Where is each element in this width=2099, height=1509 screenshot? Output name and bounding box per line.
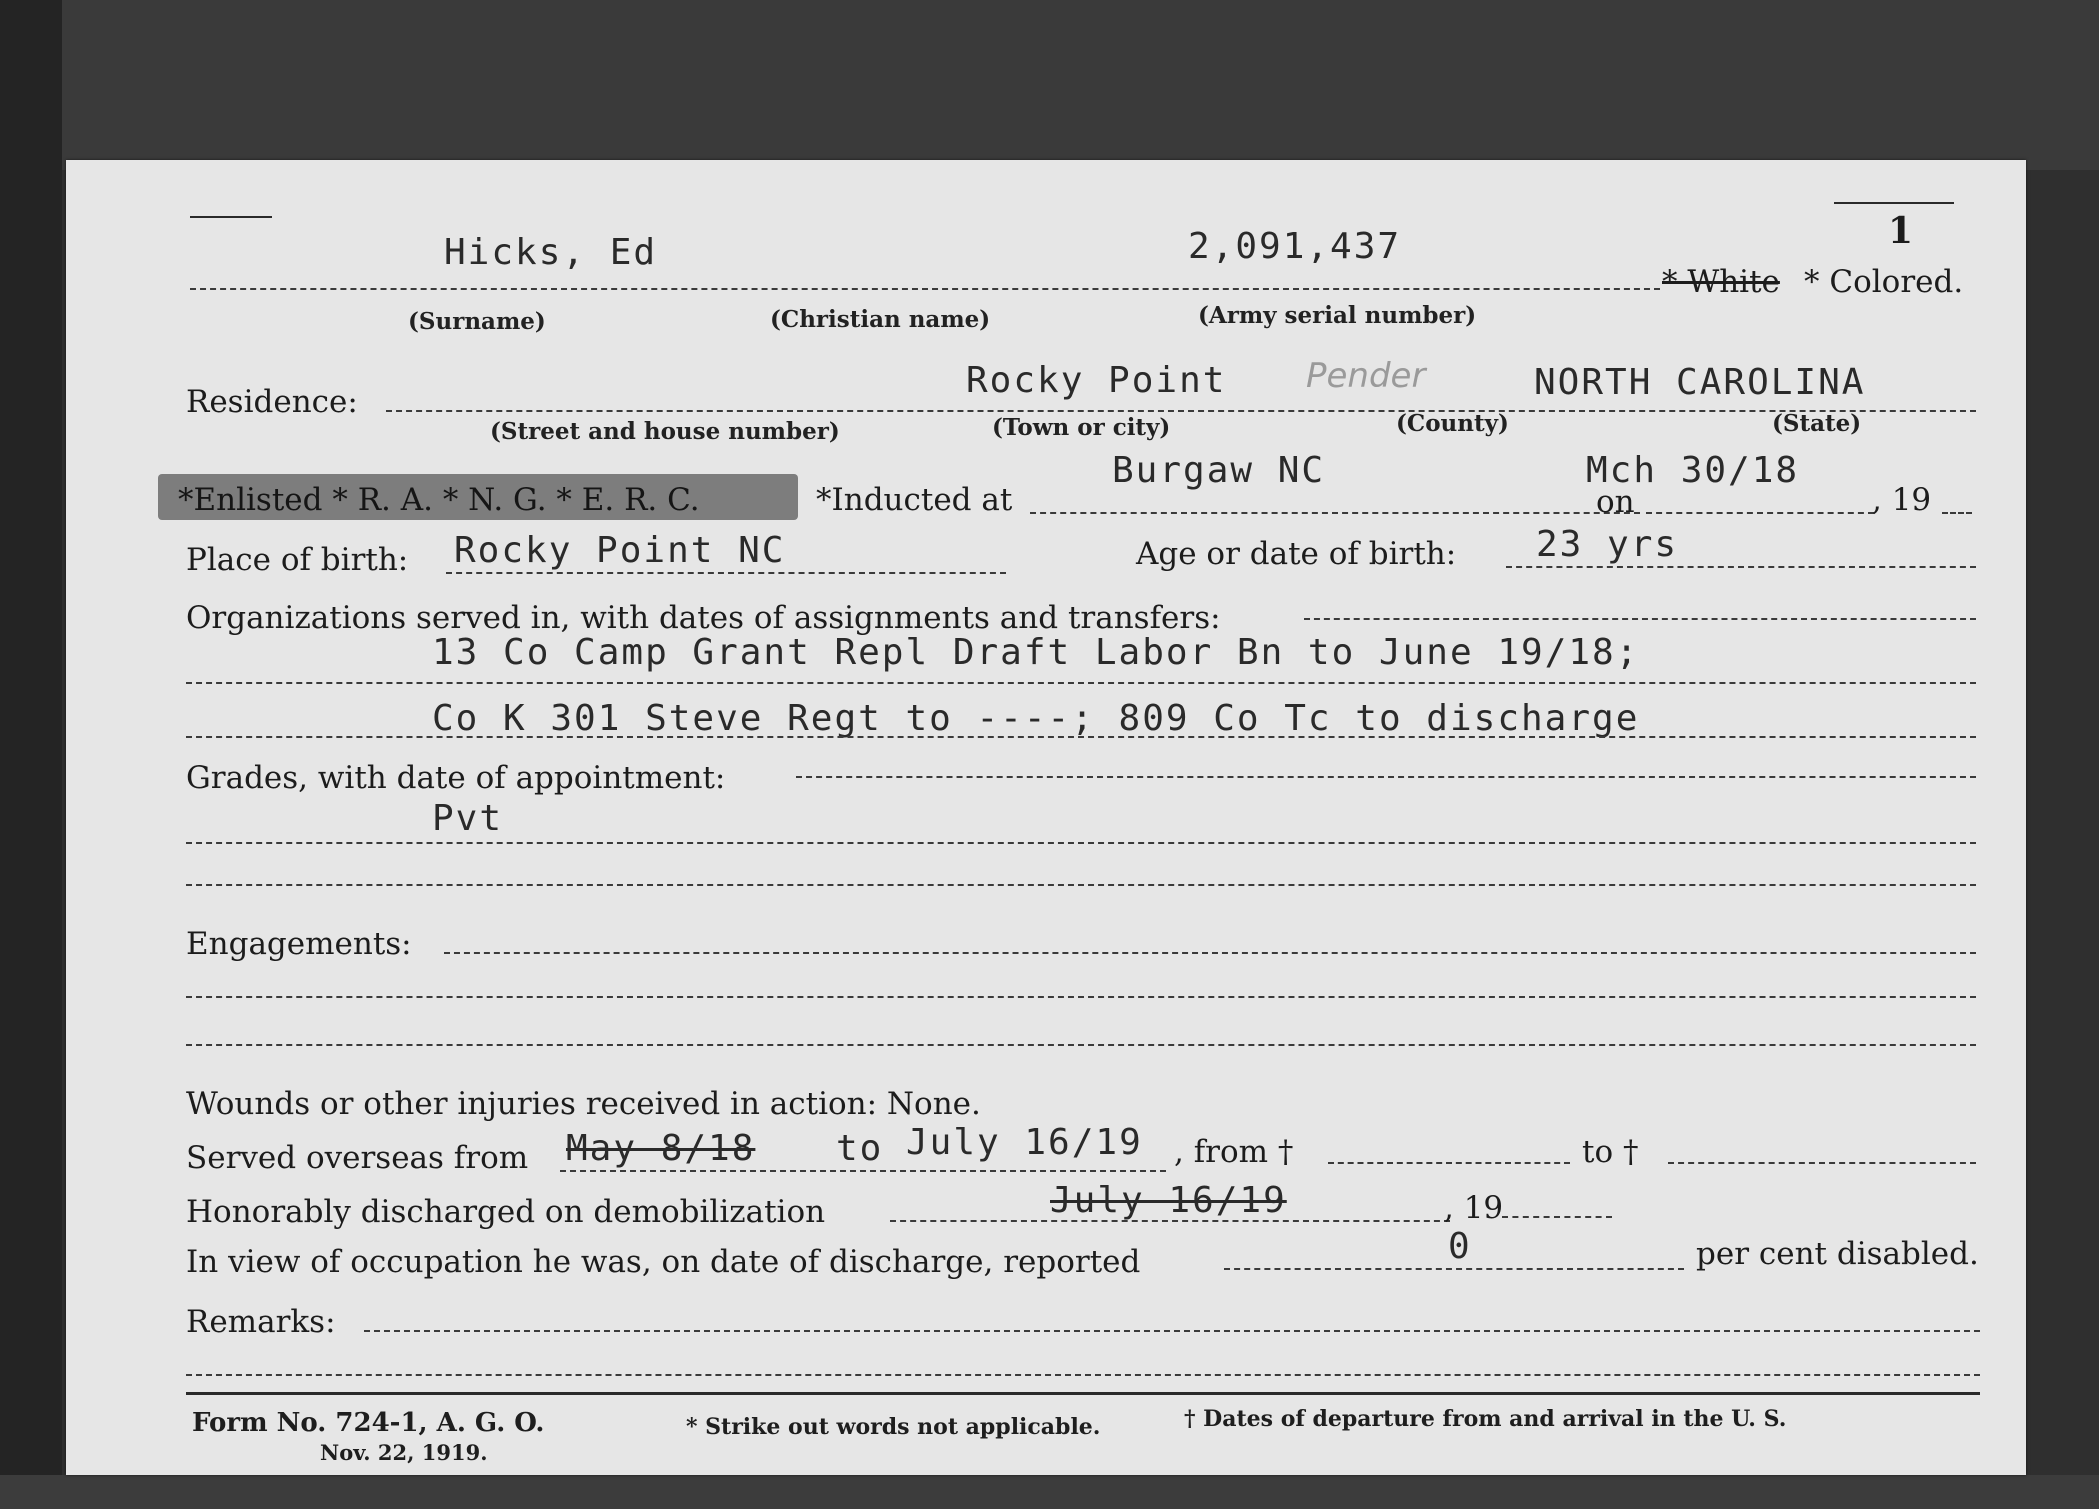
on-label: on xyxy=(1596,484,1635,520)
discharge-year-line xyxy=(1502,1216,1612,1218)
overseas-from-label: , from † xyxy=(1174,1134,1294,1170)
year-line xyxy=(1942,512,1972,514)
surname-caption: (Surname) xyxy=(408,308,546,335)
name-line xyxy=(190,288,1660,290)
scanner-background-top xyxy=(0,0,2099,170)
age-value: 23 yrs xyxy=(1536,524,1679,565)
inducted-date-value: Mch 30/18 xyxy=(1586,450,1800,491)
remarks-label: Remarks: xyxy=(186,1304,336,1340)
birthplace-value: Rocky Point NC xyxy=(454,530,786,571)
disability-line xyxy=(1224,1268,1684,1270)
form-date: Nov. 22, 1919. xyxy=(320,1440,488,1465)
discharge-date-value: July 16/19 xyxy=(1050,1180,1287,1221)
organizations-label: Organizations served in, with dates of assignments and transfers: xyxy=(186,600,1221,636)
residence-label: Residence: xyxy=(186,384,358,420)
enlisted-options: *Enlisted * R. A. * N. G. * E. R. C. xyxy=(178,482,700,518)
organizations-line-1: 13 Co Camp Grant Repl Draft Labor Bn to June 19/18; xyxy=(432,632,1640,673)
county-caption: (County) xyxy=(1396,410,1509,437)
disability-suffix: per cent disabled. xyxy=(1696,1236,1979,1272)
overseas-line xyxy=(560,1170,1166,1172)
disability-label: In view of occupation he was, on date of discharge, reported xyxy=(186,1244,1141,1280)
overseas-from-value: May 8/18 xyxy=(566,1128,756,1169)
engagements-rule-2 xyxy=(186,996,1976,998)
surname-value: Hicks, Ed xyxy=(444,232,658,273)
organizations-line-2: Co K 301 Steve Regt to ----; 809 Co Tc to discharge xyxy=(432,698,1640,739)
serial-number-value: 2,091,437 xyxy=(1188,226,1402,267)
inducted-place-value: Burgaw NC xyxy=(1112,450,1326,491)
birthplace-line xyxy=(446,572,1006,574)
street-caption: (Street and house number) xyxy=(490,418,840,445)
residence-state-value: NORTH CAROLINA xyxy=(1534,362,1866,403)
age-line xyxy=(1506,566,1976,568)
overseas-to-value: July 16/19 xyxy=(906,1122,1143,1163)
birthplace-label: Place of birth: xyxy=(186,542,409,578)
inducted-year-suffix: , 19 xyxy=(1872,482,1932,518)
scanner-background-left xyxy=(0,0,62,1509)
overseas-label: Served overseas from xyxy=(186,1140,529,1176)
overseas-to-line xyxy=(1668,1162,1976,1164)
overseas-to-label: to † xyxy=(1582,1134,1639,1170)
town-caption: (Town or city) xyxy=(992,414,1171,441)
wounds-label: Wounds or other injuries received in action: None. xyxy=(186,1086,981,1122)
state-caption: (State) xyxy=(1772,410,1862,437)
engagements-label: Engagements: xyxy=(186,926,412,962)
strike-note: * Strike out words not applicable. xyxy=(686,1414,1101,1440)
overseas-to-text: to xyxy=(836,1128,884,1169)
grades-rule-1 xyxy=(186,842,1976,844)
on-date-line xyxy=(1646,512,1874,514)
race-colored-option: * Colored. xyxy=(1804,264,1964,300)
grades-label: Grades, with date of appointment: xyxy=(186,760,726,796)
serial-caption: (Army serial number) xyxy=(1198,302,1477,329)
corner-rule-left xyxy=(190,216,272,218)
card-number: 1 xyxy=(1888,210,1914,252)
discharge-line xyxy=(890,1220,1450,1222)
organizations-rule-2 xyxy=(186,736,1976,738)
discharge-year-suffix: , 19 xyxy=(1444,1190,1504,1226)
inducted-label: *Inducted at xyxy=(816,482,1013,518)
organizations-rule-1 xyxy=(186,682,1976,684)
engagements-rule-1 xyxy=(444,952,1976,954)
inducted-line xyxy=(1030,512,1640,514)
organizations-header-line xyxy=(1304,618,1976,620)
residence-county-value: Pender xyxy=(1306,356,1426,396)
race-white-option: * White xyxy=(1662,264,1780,300)
engagements-rule-3 xyxy=(186,1044,1976,1046)
service-record-card xyxy=(66,160,2026,1475)
corner-rule-right xyxy=(1834,202,1954,204)
disability-value: 0 xyxy=(1448,1226,1472,1267)
grades-value: Pvt xyxy=(432,798,504,839)
grades-header-line xyxy=(796,776,1976,778)
remarks-rule-1 xyxy=(364,1330,1980,1332)
christian-name-caption: (Christian name) xyxy=(770,306,991,333)
overseas-from-line xyxy=(1328,1162,1570,1164)
residence-town-value: Rocky Point xyxy=(966,360,1227,401)
scanner-background-bottom xyxy=(0,1475,2099,1509)
dates-note: † Dates of departure from and arrival in the U. S. xyxy=(1184,1406,1787,1432)
remarks-rule-2 xyxy=(186,1374,1980,1376)
footer-rule xyxy=(186,1392,1980,1395)
discharge-label: Honorably discharged on demobilization xyxy=(186,1194,826,1230)
age-label: Age or date of birth: xyxy=(1136,536,1457,572)
grades-rule-2 xyxy=(186,884,1976,886)
residence-line xyxy=(386,410,1976,412)
form-number: Form No. 724-1, A. G. O. xyxy=(192,1408,545,1438)
